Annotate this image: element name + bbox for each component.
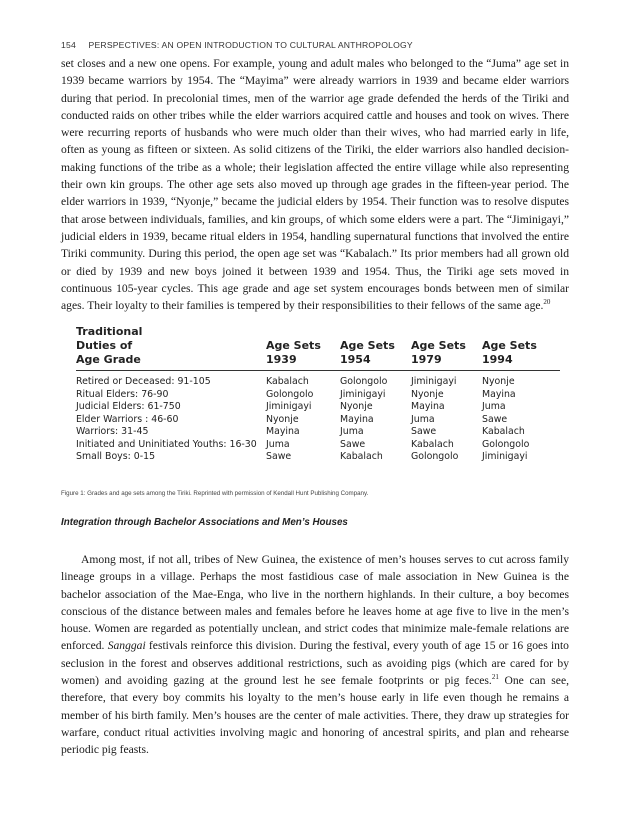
column-header-year: 1939 [266,353,297,366]
age-set-cell: Sawe [266,451,292,462]
age-set-cell: Kabalach [266,376,309,387]
column-header-label: Age Sets [340,339,395,352]
age-set-cell: Golongolo [411,451,459,462]
age-set-cell: Jiminigayi [340,388,386,400]
body-paragraph-1 [61,55,569,314]
age-grade-cell: Warriors: 31-45 [76,426,149,437]
age-grade-cell: Retired or Deceased: 91-105 [76,376,211,387]
age-set-cell: Nyonje [411,388,444,400]
age-set-cell: Kabalach [482,426,525,437]
header-rule [76,370,560,371]
age-set-cell: Mayina [266,426,300,437]
column-header-1979 [411,339,491,367]
age-set-cell: Nyonje [266,413,299,425]
age-set-cell: Sawe [411,426,437,437]
age-set-cell: Juma [482,401,506,412]
running-title: PERSPECTIVES: AN OPEN INTRODUCTION TO CULTURAL ANTHROPOLOGY [88,40,413,50]
age-grade-cell: Initiated and Uninitiated Youths: 16-30 [76,438,257,450]
column-header-year: 1994 [482,353,513,366]
column-header-label: Age Sets [411,339,466,352]
column-header-1939 [266,339,346,367]
column-header-1954 [340,339,420,367]
age-set-cell: Mayina [482,388,516,400]
column-header-year: 1954 [340,353,371,366]
column-header-1994 [482,339,562,367]
column-header-label: Age Sets [482,339,537,352]
table-title [76,325,256,367]
footnote-ref-21: 21 [491,673,499,682]
footnote-ref-20: 20 [543,298,551,307]
age-set-cell: Golongolo [340,376,388,387]
paragraph-text: Among most, if not all, tribes of New Guinea, the existence of men’s houses serves to cut across family lineage groups in a village. Perhaps the most fastidious case of male association in New Guinea is the bachelor association of the Mae-Enga, who live in the northern highlands. In their culture, a boy becomes conscious of the distance between males and females before he leaves home at age five to live in the men’s house. Women are regarded as potentially unclean, and strict codes that minimize male-female relations are enforced. [61,553,569,653]
paragraph-text: One can see, therefore, that every boy commits his loyalty to the men’s house early in life even though he remains a member of his birth family. Men’s houses are the center of male activities. There, they draw up strategies for warfare, conduct ritual activities involving magic and honoring of ancestral spirits, and plan and rehearse periodic pig feasts. [61,674,569,757]
table-title-line: Age Grade [76,353,141,366]
column-header-year: 1979 [411,353,442,366]
body-paragraph-2 [61,551,569,759]
age-set-cell: Juma [340,426,364,437]
age-set-cell: Nyonje [340,401,373,412]
age-grade-cell: Ritual Elders: 76-90 [76,388,169,400]
age-set-cell: Kabalach [340,451,383,462]
age-set-cell: Juma [266,438,290,450]
age-set-cell: Jiminigayi [482,451,528,462]
paragraph-text: festivals reinforce this division. During the festival, every youth of age 15 or 16 goes into seclusion in the forest and observes additional restrictions, such as avoiding pigs (which are cared for by women) and avoiding gazing at the ground lest he see female footprints or pig feces. [61,639,569,688]
age-set-cell: Sawe [482,413,508,425]
table-title-line: Traditional [76,325,143,338]
italic-term: Sanggai [107,639,146,653]
age-grade-cell: Elder Warriors : 46-60 [76,413,179,425]
age-set-cell: Sawe [340,438,366,450]
age-grade-cell: Judicial Elders: 61-750 [76,401,181,412]
age-set-cell: Juma [411,413,435,425]
figure-caption: Figure 1: Grades and age sets among the Tiriki. Reprinted with permission of Kendall Hunt Publishing Company. [61,490,369,497]
section-subheading: Integration through Bachelor Associations and Men’s Houses [61,517,348,528]
paragraph-text: set closes and a new one opens. For example, young and adult males who belonged to the “Juma” age set in 1939 became warriors by 1954. The “Mayima” were already warriors in 1939 and became elder warriors during that period. In precolonial times, men of the warrior age grade defended the herds of the Tiriki and conducted raids on other tribes while the elder warriors acquired cattle and houses and took on wives. There were recurring reports of husbands who were much older than their wives, who had married early in life, often as young as fifteen or sixteen. As solid citizens of the Tiriki, the elder warriors also handled decision-making functions of the tribe as a whole; their legislation affected the entire village while also representing their own kin groups. The other age sets also moved up through age grades in the fifteen-year period. The elder warriors in 1939, “Nyonje,” became the judicial elders by 1954. Their function was to resolve disputes that arose between individuals, families, and kin groups, of which some elders were a part. The “Jiminigayi,” judicial elders in 1939, became ritual elders in 1954, handling supernatural functions that involved the entire Tiriki community. During this period, the open age set was “Kabalach.” Its prior members had all grown old or died by 1939 and new boys joined it between 1939 and 1954. Thus, the Tiriki age sets moved in continuous 105-year cycles. This age grade and age set system encourages bonds between men of similar ages. Their loyalty to their families is tempered by their responsibilities to their fellows of the same age. [61,57,569,313]
age-set-cell: Mayina [340,413,374,425]
age-set-cell: Kabalach [411,438,454,450]
age-grade-cell: Small Boys: 0-15 [76,451,156,462]
age-set-cell: Nyonje [482,376,515,387]
running-header [61,40,413,50]
column-header-label: Age Sets [266,339,321,352]
age-set-cell: Mayina [411,401,445,412]
age-set-cell: Golongolo [266,388,314,400]
table-title-line: Duties of [76,339,133,352]
page-number: 154 [61,40,76,50]
age-set-cell: Jiminigayi [266,401,312,412]
age-set-cell: Golongolo [482,438,530,450]
age-set-cell: Jiminigayi [411,376,457,387]
